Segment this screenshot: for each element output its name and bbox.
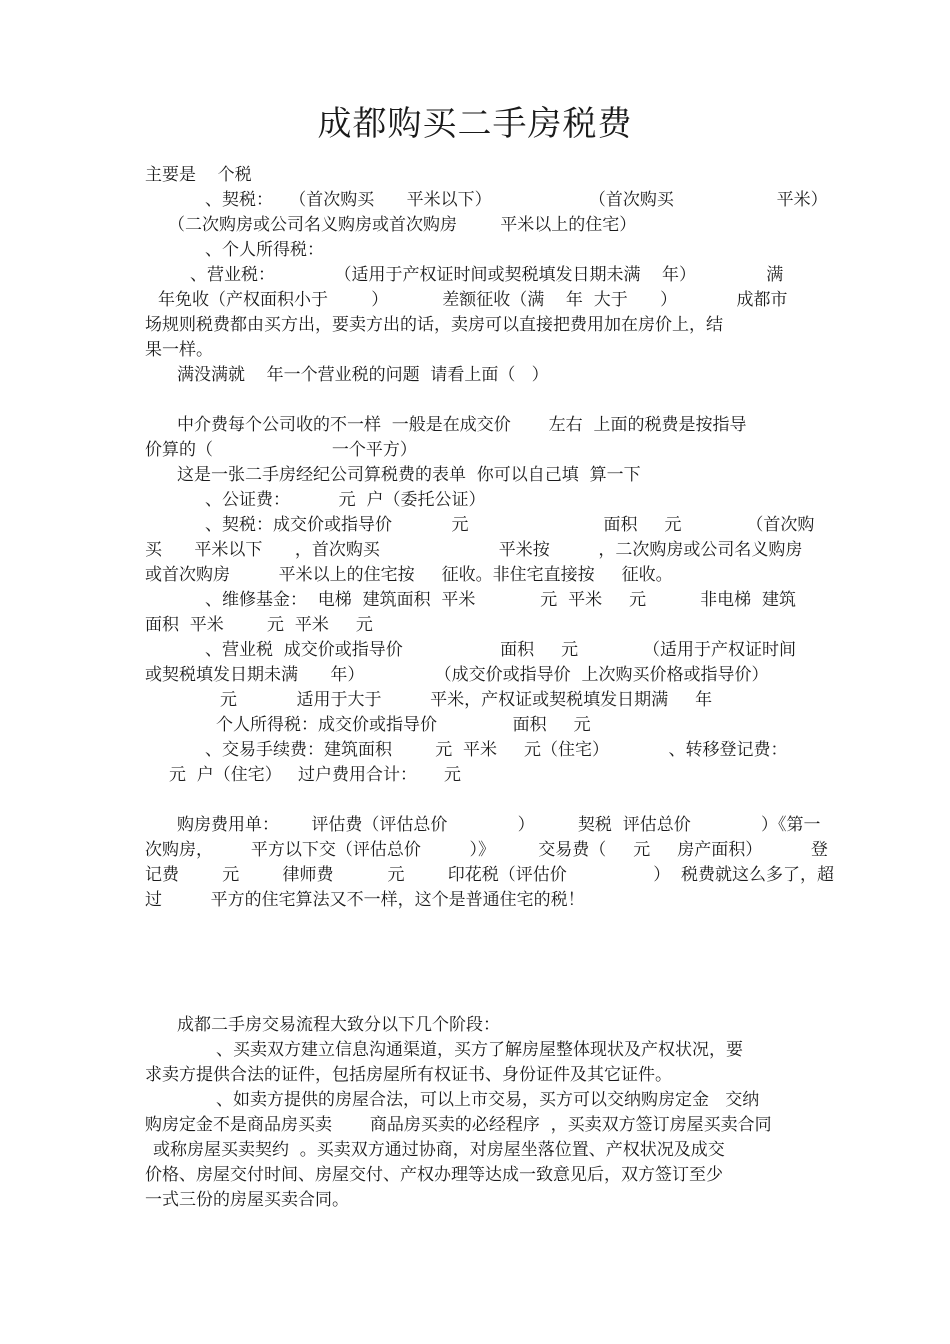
text-line: 、如卖方提供的房屋合法，可以上市交易，买方可以交纳购房定金 交纳 <box>216 1090 760 1110</box>
text-line: 求卖方提供合法的证件，包括房屋所有权证书、身份证件及其它证件。 <box>145 1065 672 1085</box>
text-line: 、营业税 成交价或指导价 面积 元 （适用于产权证时间 <box>205 640 796 660</box>
text-line: 购房定金不是商品房买卖 商品房买卖的必经程序 ，买卖双方签订房屋买卖合同 <box>145 1115 772 1135</box>
text-line: 元 户（住宅） 过户费用合计： 元 <box>169 765 462 785</box>
text-line: 购房费用单： 评估费（评估总价 ） 契税 评估总价 ）《第一 <box>177 815 821 835</box>
text-line: 、契税：成交价或指导价 元 面积 元 （首次购 <box>205 515 815 535</box>
text-line: 成都二手房交易流程大致分以下几个阶段： <box>177 1015 500 1035</box>
page-title: 成都购买二手房税费 <box>317 104 633 144</box>
text-line: 元 适用于大于 平米，产权证或契税填发日期满 年 <box>220 690 713 710</box>
text-line: 价格、房屋交付时间、房屋交付、产权办理等达成一致意见后，双方签订至少 <box>145 1165 723 1185</box>
text-line: 记费 元 律师费 元 印花税（评估价 ） 税费就这么多了，超 <box>145 865 834 885</box>
text-line: 价算的（ 一个平方） <box>145 440 417 460</box>
text-line: 主要是 个税 <box>145 165 252 185</box>
text-line: 、买卖双方建立信息沟通渠道，买方了解房屋整体现状及产权状况，要 <box>216 1040 743 1060</box>
text-line: （二次购房或公司名义购房或首次购房 平米以上的住宅） <box>168 215 637 235</box>
text-line: 过 平方的住宅算法又不一样，这个是普通住宅的税！ <box>145 890 585 910</box>
text-line: 次购房， 平方以下交（评估总价 ）》 交易费（ 元 房产面积） 登 <box>145 840 828 860</box>
text-line: 个人所得税：成交价或指导价 面积 元 <box>216 715 591 735</box>
text-line: 、维修基金： 电梯 建筑面积 平米 元 平米 元 非电梯 建筑 <box>205 590 796 610</box>
text-line: 或契税填发日期未满 年） （成交价或指导价 上次购买价格或指导价） <box>145 665 769 685</box>
text-line: 、公证费： 元 户（委托公证） <box>205 490 486 510</box>
text-line: 中介费每个公司收的不一样 一般是在成交价 左右 上面的税费是按指导 <box>177 415 747 435</box>
text-line: 买 平米以下 ，首次购买 平米按 ，二次购房或公司名义购房 <box>145 540 803 560</box>
text-line: 、交易手续费：建筑面积 元 平米 元（住宅） 、转移登记费： <box>205 740 788 760</box>
text-line: 年免收（产权面积小于 ） 差额征收（满 年 大于 ） 成都市 <box>158 290 788 310</box>
text-line: 一式三份的房屋买卖合同。 <box>145 1190 349 1210</box>
text-line: 或称房屋买卖契约 。买卖双方通过协商，对房屋坐落位置、产权状况及成交 <box>153 1140 725 1160</box>
text-line: 果一样。 <box>145 340 213 360</box>
text-line: 、契税： （首次购买 平米以下） （首次购买 平米） <box>205 190 828 210</box>
text-line: 满没满就 年一个营业税的问题 请看上面（ ） <box>177 365 549 385</box>
text-line: 、营业税： （适用于产权证时间或契税填发日期未满 年） 满 <box>190 265 784 285</box>
text-line: 、个人所得税： <box>205 240 324 260</box>
text-line: 面积 平米 元 平米 元 <box>145 615 373 635</box>
text-line: 或首次购房 平米以上的住宅按 征收。非住宅直接按 征收。 <box>145 565 673 585</box>
text-line: 这是一张二手房经纪公司算税费的表单 你可以自己填 算一下 <box>177 465 641 485</box>
text-line: 场规则税费都由买方出，要卖方出的话，卖房可以直接把费用加在房价上，结 <box>145 315 723 335</box>
